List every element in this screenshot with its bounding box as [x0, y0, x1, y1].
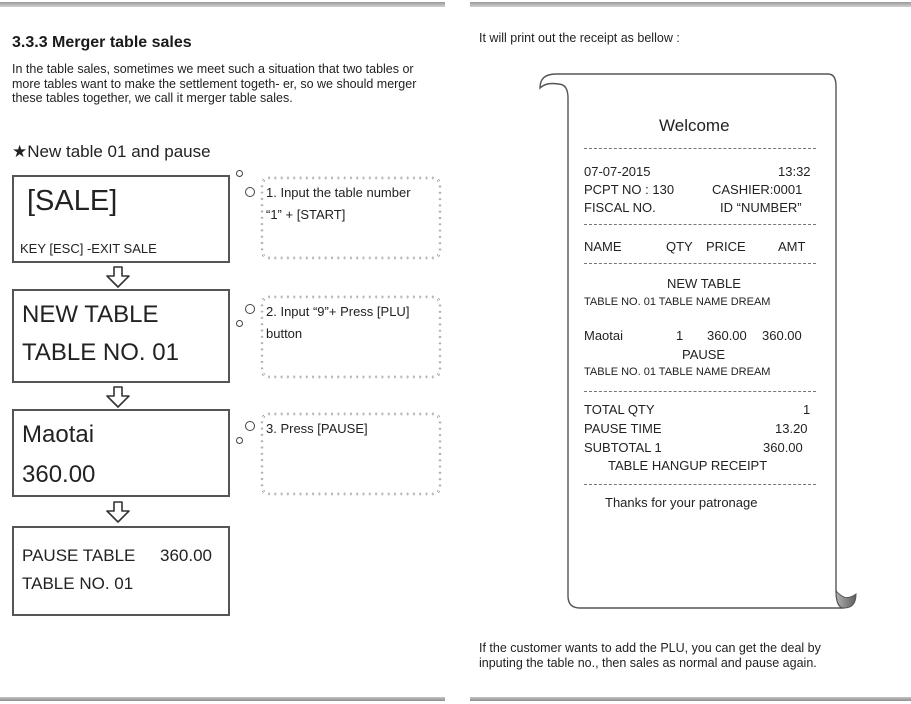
lcd-pause-table-number: TABLE NO. 01 — [22, 574, 134, 593]
receipt-pause-time-label: PAUSE TIME — [584, 421, 662, 436]
receipt-hangup: TABLE HANGUP RECEIPT — [608, 458, 768, 473]
thought-dot — [236, 437, 243, 444]
section-heading: 3.3.3 Merger table sales — [12, 34, 192, 51]
receipt-time: 13:32 — [778, 164, 811, 179]
receipt-intro: It will print out the receipt as bellow : — [479, 31, 680, 45]
receipt-item-name: Maotai — [584, 328, 624, 343]
receipt-fiscal-id: ID “NUMBER” — [720, 200, 802, 215]
receipt-separator — [584, 484, 816, 485]
bubble-3-step: 3. Press [PAUSE] — [266, 421, 368, 436]
bubble-2-step: 2. Input “9”+ Press [PLU] — [266, 304, 410, 319]
lcd-pause-amount: 360.00 — [160, 546, 212, 565]
lcd-item-price: 360.00 — [22, 461, 96, 488]
receipt-separator — [584, 148, 816, 149]
lcd-screen-sale — [12, 175, 230, 263]
thought-dot — [245, 304, 255, 314]
receipt-item-qty: 1 — [676, 328, 684, 343]
footer-line-2: inputing the table no., then sales as normal and pause again. — [479, 656, 817, 670]
receipt-col-name: NAME — [584, 239, 622, 254]
receipt-pause: PAUSE — [682, 347, 726, 362]
down-arrow-icon — [105, 501, 131, 523]
receipt-cashier: CASHIER:0001 — [712, 182, 803, 197]
receipt-total-qty-value: 1 — [803, 402, 811, 417]
step-title: ★New table 01 and pause — [12, 142, 211, 161]
lcd-screen-item — [12, 409, 230, 497]
bottom-rule-right — [470, 697, 911, 701]
intro-paragraph: In the table sales, sometimes we meet such a situation that two tables or more tables want to make the settlement togeth- er, so we should merger these tables together, we call it merger table sales. — [12, 62, 417, 105]
receipt-welcome: Welcome — [659, 116, 730, 135]
lcd-table-number: TABLE NO. 01 — [22, 339, 179, 366]
receipt-new-table: NEW TABLE — [667, 276, 741, 291]
lcd-exit-hint: KEY [ESC] -EXIT SALE — [20, 241, 157, 256]
receipt-subtotal-value: 360.00 — [763, 440, 803, 455]
bubble-1-step: 1. Input the table number — [266, 185, 411, 200]
receipt-table-line-2: TABLE NO. 01 TABLE NAME DREAM — [584, 366, 771, 378]
thought-dot — [245, 187, 255, 197]
receipt-table-line: TABLE NO. 01 TABLE NAME DREAM — [584, 296, 771, 308]
down-arrow-icon — [105, 386, 131, 408]
lcd-pause-table: PAUSE TABLE — [22, 546, 136, 565]
bubble-1-keys: “1” + [START] — [266, 207, 346, 222]
bubble-2-keys: button — [266, 326, 303, 341]
instruction-bubble-1 — [258, 174, 444, 262]
down-arrow-icon — [105, 266, 131, 288]
footer-line-1: If the customer wants to add the PLU, you can get the deal by — [479, 641, 821, 655]
thought-dot — [236, 170, 243, 177]
receipt-item-price: 360.00 — [707, 328, 747, 343]
receipt-subtotal-label: SUBTOTAL 1 — [584, 440, 662, 455]
receipt-pcpt-no: PCPT NO : 130 — [584, 182, 675, 197]
receipt-separator — [584, 391, 816, 392]
receipt-pause-time-value: 13.20 — [775, 421, 808, 436]
instruction-bubble-2 — [258, 293, 444, 381]
thought-dot — [236, 320, 243, 327]
instruction-bubble-3 — [258, 410, 444, 498]
lcd-item-name: Maotai — [22, 421, 95, 448]
lcd-screen-pause — [12, 526, 230, 616]
thought-dot — [245, 421, 255, 431]
bottom-rule-left — [0, 697, 445, 701]
receipt-separator — [584, 263, 816, 264]
receipt-col-qty: QTY — [666, 239, 693, 254]
receipt-thanks: Thanks for your patronage — [605, 495, 758, 510]
top-rule-right — [470, 2, 911, 7]
top-rule-left — [0, 2, 445, 7]
receipt-separator — [584, 224, 816, 225]
lcd-screen-new-table — [12, 289, 230, 383]
receipt-fiscal-no: FISCAL NO. — [584, 200, 656, 215]
receipt-col-amt: AMT — [778, 239, 806, 254]
receipt-date: 07-07-2015 — [584, 164, 651, 179]
receipt-total-qty-label: TOTAL QTY — [584, 402, 655, 417]
receipt-item-amt: 360.00 — [762, 328, 802, 343]
receipt-col-price: PRICE — [706, 239, 746, 254]
lcd-new-table: NEW TABLE — [22, 301, 159, 328]
lcd-sale-label: [SALE] — [27, 185, 118, 217]
